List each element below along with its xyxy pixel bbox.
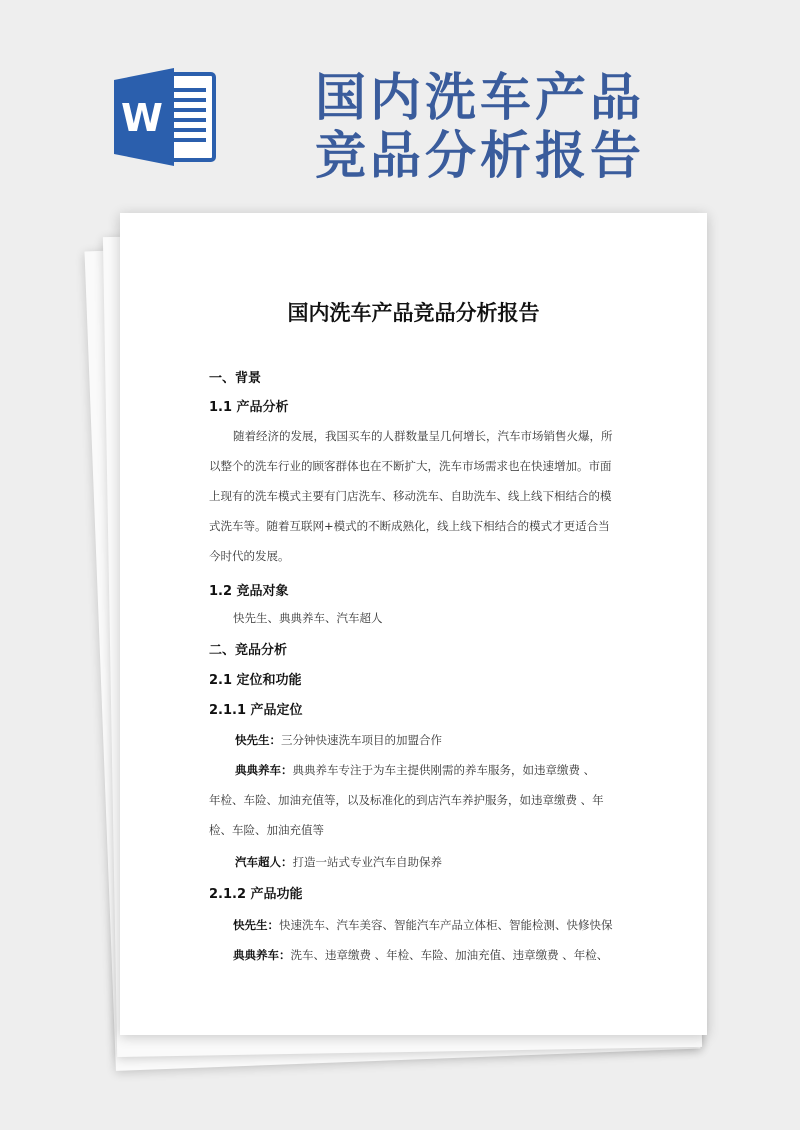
- heading-competitors: 1.2 竞品对象: [209, 584, 289, 599]
- paragraph-line: 式洗车等。随着互联网+模式的不断成熟化，线上线下相结合的模式才更适合当: [209, 519, 610, 533]
- positioning-item: [235, 854, 442, 870]
- positioning-text: 典典养车专注于为车主提供刚需的养车服务，如违章缴费 、: [292, 763, 596, 777]
- heading-background: 一、背景: [209, 371, 262, 386]
- header-title: [315, 70, 645, 186]
- paragraph-line: 今时代的发展。: [209, 549, 290, 563]
- heading-product-analysis: 1.1 产品分析: [209, 400, 289, 415]
- heading-product-function: 2.1.2 产品功能: [209, 887, 303, 902]
- paragraph-line: 以整个的洗车行业的顾客群体也在不断扩大，洗车市场需求也在快速增加。市面: [209, 459, 612, 473]
- positioning-item: [235, 732, 442, 748]
- paragraph-line: 上现有的洗车模式主要有门店洗车、移动洗车、自助洗车、线上线下相结合的模: [209, 489, 612, 503]
- heading-product-positioning: 2.1.1 产品定位: [209, 703, 303, 718]
- positioning-label: 典典养车：: [235, 763, 293, 777]
- function-text: 洗车、违章缴费 、年检、车险、加油充值、违章缴费 、年检、: [290, 948, 609, 962]
- positioning-item: [235, 762, 595, 778]
- function-item: [233, 917, 613, 933]
- positioning-label: 快先生：: [235, 733, 281, 747]
- document-page: [120, 213, 707, 1035]
- function-label: 典典养车：: [233, 948, 291, 962]
- word-logo-icon: [112, 66, 216, 168]
- heading-positioning-function: 2.1 定位和功能: [209, 673, 302, 688]
- function-item: [233, 947, 608, 963]
- document-title: 国内洗车产品竞品分析报告: [287, 301, 540, 325]
- header-title-line-2: 竞品分析报告: [315, 127, 646, 186]
- header-title-line-1: 国内洗车产品: [315, 69, 646, 128]
- paragraph-line: 检、车险、加油充值等: [209, 823, 324, 837]
- paragraph-line: 年检、车险、加油充值等，以及标准化的到店汽车养护服务，如违章缴费 、年: [209, 793, 604, 807]
- function-text: 快速洗车、汽车美容、智能汽车产品立体柜、智能检测、快修快保: [279, 918, 613, 932]
- positioning-text: 打造一站式专业汽车自助保养: [292, 855, 442, 869]
- positioning-label: 汽车超人：: [235, 855, 293, 869]
- function-label: 快先生：: [233, 918, 279, 932]
- heading-competitive-analysis: 二、竞品分析: [209, 643, 288, 658]
- competitor-list: 快先生、典典养车、汽车超人: [233, 611, 383, 625]
- positioning-text: 三分钟快速洗车项目的加盟合作: [281, 733, 442, 747]
- logo-letter: W: [121, 96, 163, 140]
- paragraph-line: 随着经济的发展，我国买车的人群数量呈几何增长，汽车市场销售火爆，所: [233, 429, 613, 443]
